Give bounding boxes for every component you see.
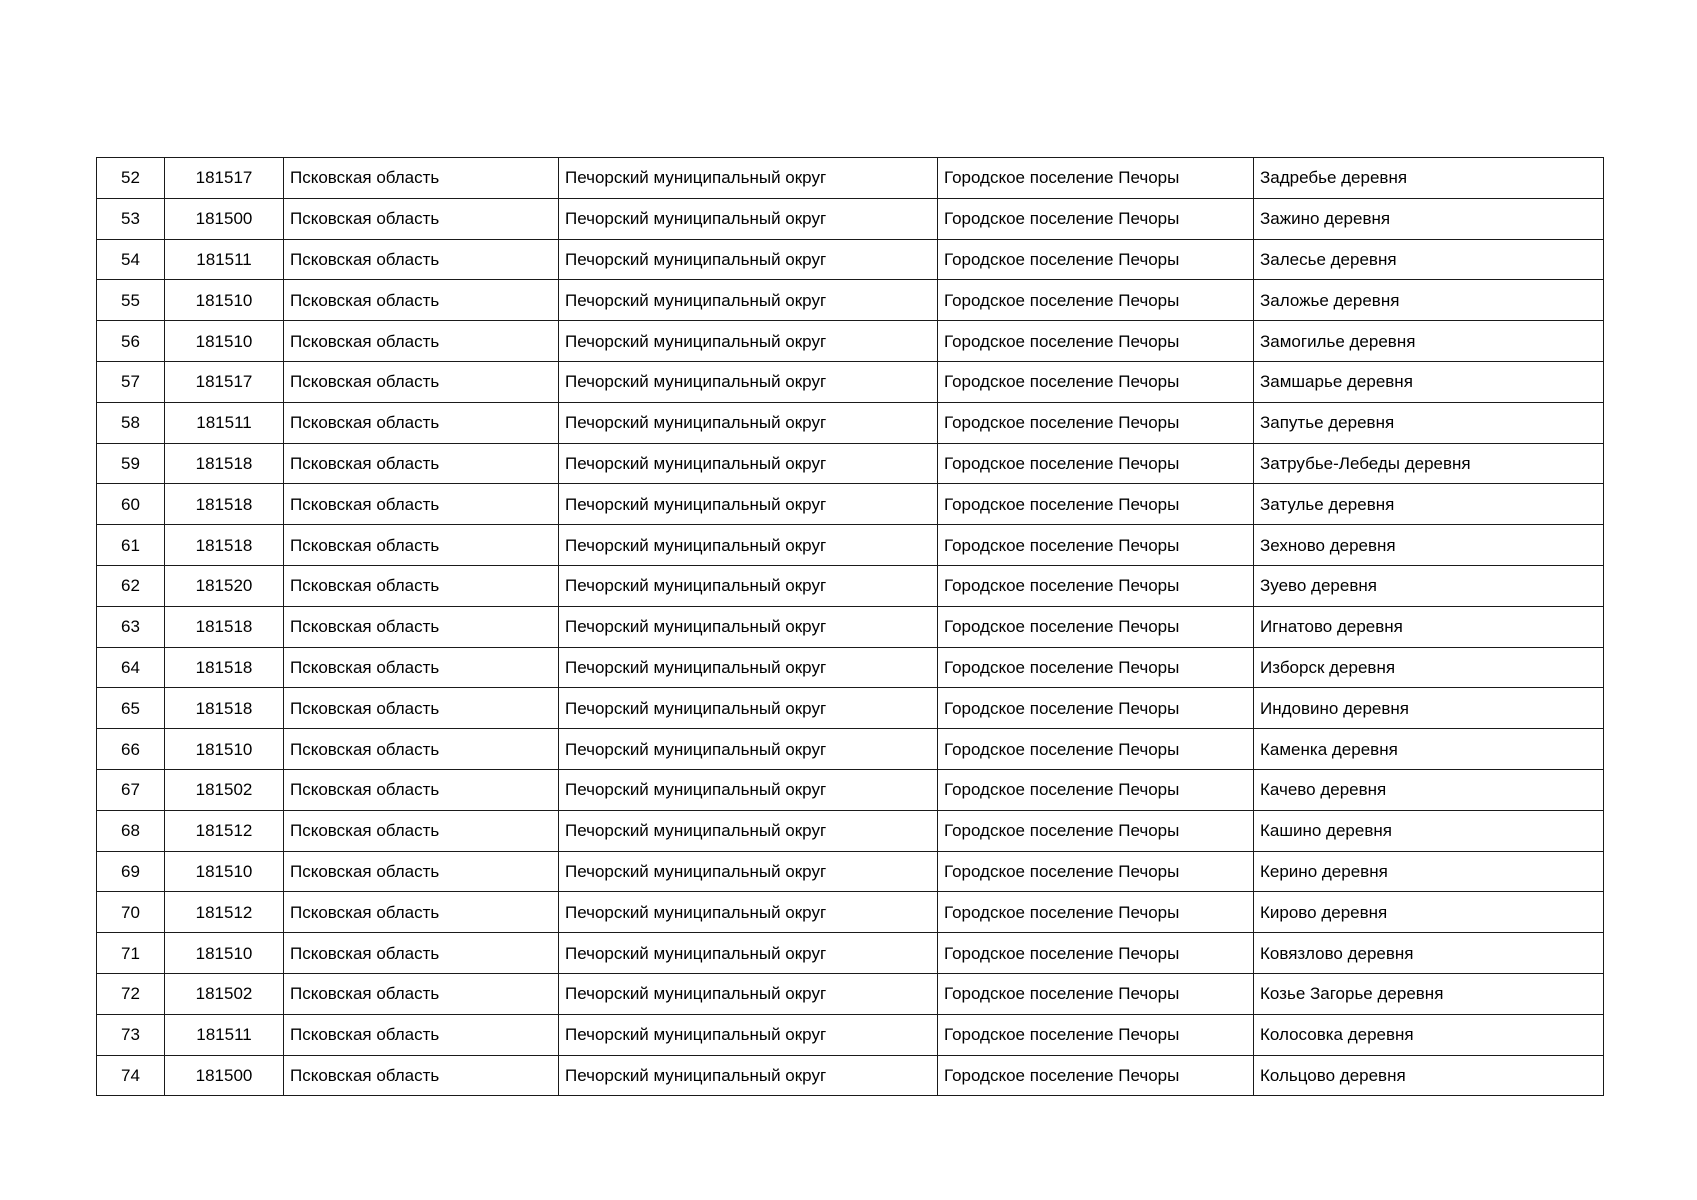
table-row (97, 198, 1604, 239)
locality-cell: Индовино деревня (1254, 688, 1604, 729)
postal-code-cell: 181510 (165, 321, 284, 362)
table-row (97, 321, 1604, 362)
settlement-cell: Городское поселение Печоры (938, 892, 1254, 933)
table-row (97, 1055, 1604, 1096)
row-number-cell: 56 (97, 321, 165, 362)
table-row (97, 769, 1604, 810)
settlement-cell: Городское поселение Печоры (938, 810, 1254, 851)
row-number-cell: 59 (97, 443, 165, 484)
district-cell: Печорский муниципальный округ (559, 484, 938, 525)
postal-code-cell: 181511 (165, 239, 284, 280)
postal-code-cell: 181518 (165, 525, 284, 566)
locality-cell: Козье Загорье деревня (1254, 973, 1604, 1014)
row-number-cell: 54 (97, 239, 165, 280)
district-cell: Печорский муниципальный округ (559, 239, 938, 280)
settlement-cell: Городское поселение Печоры (938, 1014, 1254, 1055)
postal-code-cell: 181520 (165, 565, 284, 606)
settlement-cell: Городское поселение Печоры (938, 1055, 1254, 1096)
locality-cell: Затулье деревня (1254, 484, 1604, 525)
table-row (97, 606, 1604, 647)
region-cell: Псковская область (284, 443, 559, 484)
region-cell: Псковская область (284, 239, 559, 280)
region-cell: Псковская область (284, 892, 559, 933)
region-cell: Псковская область (284, 361, 559, 402)
locality-cell: Колосовка деревня (1254, 1014, 1604, 1055)
row-number-cell: 72 (97, 973, 165, 1014)
postal-code-cell: 181517 (165, 361, 284, 402)
locality-cell: Запутье деревня (1254, 402, 1604, 443)
row-number-cell: 74 (97, 1055, 165, 1096)
postal-code-cell: 181511 (165, 402, 284, 443)
row-number-cell: 67 (97, 769, 165, 810)
row-number-cell: 68 (97, 810, 165, 851)
region-cell: Псковская область (284, 565, 559, 606)
postal-code-cell: 181518 (165, 484, 284, 525)
table-row (97, 158, 1604, 199)
region-cell: Псковская область (284, 933, 559, 974)
region-cell: Псковская область (284, 729, 559, 770)
locality-cell: Кашино деревня (1254, 810, 1604, 851)
region-cell: Псковская область (284, 321, 559, 362)
postal-code-cell: 181510 (165, 933, 284, 974)
settlement-cell: Городское поселение Печоры (938, 361, 1254, 402)
locality-cell: Задребье деревня (1254, 158, 1604, 199)
district-cell: Печорский муниципальный округ (559, 729, 938, 770)
locality-cell: Затрубье-Лебеды деревня (1254, 443, 1604, 484)
region-cell: Псковская область (284, 973, 559, 1014)
settlement-cell: Городское поселение Печоры (938, 280, 1254, 321)
region-cell: Псковская область (284, 198, 559, 239)
table-row (97, 933, 1604, 974)
district-cell: Печорский муниципальный округ (559, 321, 938, 362)
region-cell: Псковская область (284, 484, 559, 525)
region-cell: Псковская область (284, 810, 559, 851)
locality-cell: Зехново деревня (1254, 525, 1604, 566)
district-cell: Печорский муниципальный округ (559, 810, 938, 851)
district-cell: Печорский муниципальный округ (559, 647, 938, 688)
postal-code-cell: 181517 (165, 158, 284, 199)
settlement-cell: Городское поселение Печоры (938, 933, 1254, 974)
settlement-cell: Городское поселение Печоры (938, 484, 1254, 525)
settlement-cell: Городское поселение Печоры (938, 606, 1254, 647)
district-cell: Печорский муниципальный округ (559, 851, 938, 892)
district-cell: Печорский муниципальный округ (559, 158, 938, 199)
settlement-cell: Городское поселение Печоры (938, 729, 1254, 770)
postal-code-cell: 181512 (165, 810, 284, 851)
district-cell: Печорский муниципальный округ (559, 525, 938, 566)
postal-code-cell: 181510 (165, 280, 284, 321)
row-number-cell: 53 (97, 198, 165, 239)
locality-cell: Заложье деревня (1254, 280, 1604, 321)
region-cell: Псковская область (284, 402, 559, 443)
region-cell: Псковская область (284, 688, 559, 729)
settlement-cell: Городское поселение Печоры (938, 973, 1254, 1014)
table-row (97, 484, 1604, 525)
region-cell: Псковская область (284, 647, 559, 688)
settlement-cell: Городское поселение Печоры (938, 688, 1254, 729)
locality-cell: Зуево деревня (1254, 565, 1604, 606)
table-row (97, 443, 1604, 484)
row-number-cell: 61 (97, 525, 165, 566)
district-cell: Печорский муниципальный округ (559, 1055, 938, 1096)
district-cell: Печорский муниципальный округ (559, 280, 938, 321)
table-row (97, 729, 1604, 770)
district-cell: Печорский муниципальный округ (559, 769, 938, 810)
row-number-cell: 52 (97, 158, 165, 199)
postal-code-cell: 181500 (165, 198, 284, 239)
table-row (97, 647, 1604, 688)
table-row (97, 565, 1604, 606)
settlement-cell: Городское поселение Печоры (938, 443, 1254, 484)
region-cell: Псковская область (284, 1055, 559, 1096)
row-number-cell: 55 (97, 280, 165, 321)
locality-cell: Замшарье деревня (1254, 361, 1604, 402)
region-cell: Псковская область (284, 525, 559, 566)
table-row (97, 688, 1604, 729)
row-number-cell: 70 (97, 892, 165, 933)
locality-cell: Каменка деревня (1254, 729, 1604, 770)
settlement-cell: Городское поселение Печоры (938, 321, 1254, 362)
row-number-cell: 71 (97, 933, 165, 974)
row-number-cell: 65 (97, 688, 165, 729)
postal-code-cell: 181518 (165, 647, 284, 688)
row-number-cell: 58 (97, 402, 165, 443)
row-number-cell: 73 (97, 1014, 165, 1055)
postal-code-cell: 181502 (165, 769, 284, 810)
district-cell: Печорский муниципальный округ (559, 973, 938, 1014)
table-row (97, 525, 1604, 566)
locality-cell: Зажино деревня (1254, 198, 1604, 239)
locality-cell: Керино деревня (1254, 851, 1604, 892)
postal-code-cell: 181518 (165, 606, 284, 647)
locality-cell: Качево деревня (1254, 769, 1604, 810)
district-cell: Печорский муниципальный округ (559, 198, 938, 239)
table-row (97, 973, 1604, 1014)
settlement-cell: Городское поселение Печоры (938, 647, 1254, 688)
region-cell: Псковская область (284, 280, 559, 321)
table-row (97, 280, 1604, 321)
locality-cell: Изборск деревня (1254, 647, 1604, 688)
locality-cell: Ковязлово деревня (1254, 933, 1604, 974)
row-number-cell: 57 (97, 361, 165, 402)
postal-code-cell: 181511 (165, 1014, 284, 1055)
table-row (97, 402, 1604, 443)
district-cell: Печорский муниципальный округ (559, 565, 938, 606)
district-cell: Печорский муниципальный округ (559, 402, 938, 443)
postal-code-cell: 181510 (165, 729, 284, 770)
postal-code-cell: 181518 (165, 688, 284, 729)
table-row (97, 810, 1604, 851)
region-cell: Псковская область (284, 1014, 559, 1055)
table-body (97, 158, 1604, 1096)
postal-code-cell: 181512 (165, 892, 284, 933)
district-cell: Печорский муниципальный округ (559, 443, 938, 484)
table-row (97, 361, 1604, 402)
settlement-cell: Городское поселение Печоры (938, 239, 1254, 280)
district-cell: Печорский муниципальный округ (559, 606, 938, 647)
row-number-cell: 64 (97, 647, 165, 688)
row-number-cell: 66 (97, 729, 165, 770)
region-cell: Псковская область (284, 769, 559, 810)
settlement-cell: Городское поселение Печоры (938, 525, 1254, 566)
district-cell: Печорский муниципальный округ (559, 933, 938, 974)
settlement-cell: Городское поселение Печоры (938, 851, 1254, 892)
settlement-cell: Городское поселение Печоры (938, 158, 1254, 199)
row-number-cell: 62 (97, 565, 165, 606)
settlement-cell: Городское поселение Печоры (938, 402, 1254, 443)
settlement-cell: Городское поселение Печоры (938, 769, 1254, 810)
region-cell: Псковская область (284, 158, 559, 199)
table-row (97, 851, 1604, 892)
district-cell: Печорский муниципальный округ (559, 688, 938, 729)
locality-cell: Залесье деревня (1254, 239, 1604, 280)
postal-code-cell: 181510 (165, 851, 284, 892)
locality-cell: Кирово деревня (1254, 892, 1604, 933)
district-cell: Печорский муниципальный округ (559, 892, 938, 933)
row-number-cell: 60 (97, 484, 165, 525)
settlement-cell: Городское поселение Печоры (938, 565, 1254, 606)
postal-code-cell: 181502 (165, 973, 284, 1014)
table-row (97, 1014, 1604, 1055)
locality-cell: Кольцово деревня (1254, 1055, 1604, 1096)
locality-table (96, 157, 1604, 1096)
table-row (97, 239, 1604, 280)
postal-code-cell: 181500 (165, 1055, 284, 1096)
locality-cell: Замогилье деревня (1254, 321, 1604, 362)
region-cell: Псковская область (284, 606, 559, 647)
postal-code-cell: 181518 (165, 443, 284, 484)
row-number-cell: 69 (97, 851, 165, 892)
table-row (97, 892, 1604, 933)
district-cell: Печорский муниципальный округ (559, 1014, 938, 1055)
settlement-cell: Городское поселение Печоры (938, 198, 1254, 239)
district-cell: Печорский муниципальный округ (559, 361, 938, 402)
locality-cell: Игнатово деревня (1254, 606, 1604, 647)
region-cell: Псковская область (284, 851, 559, 892)
row-number-cell: 63 (97, 606, 165, 647)
